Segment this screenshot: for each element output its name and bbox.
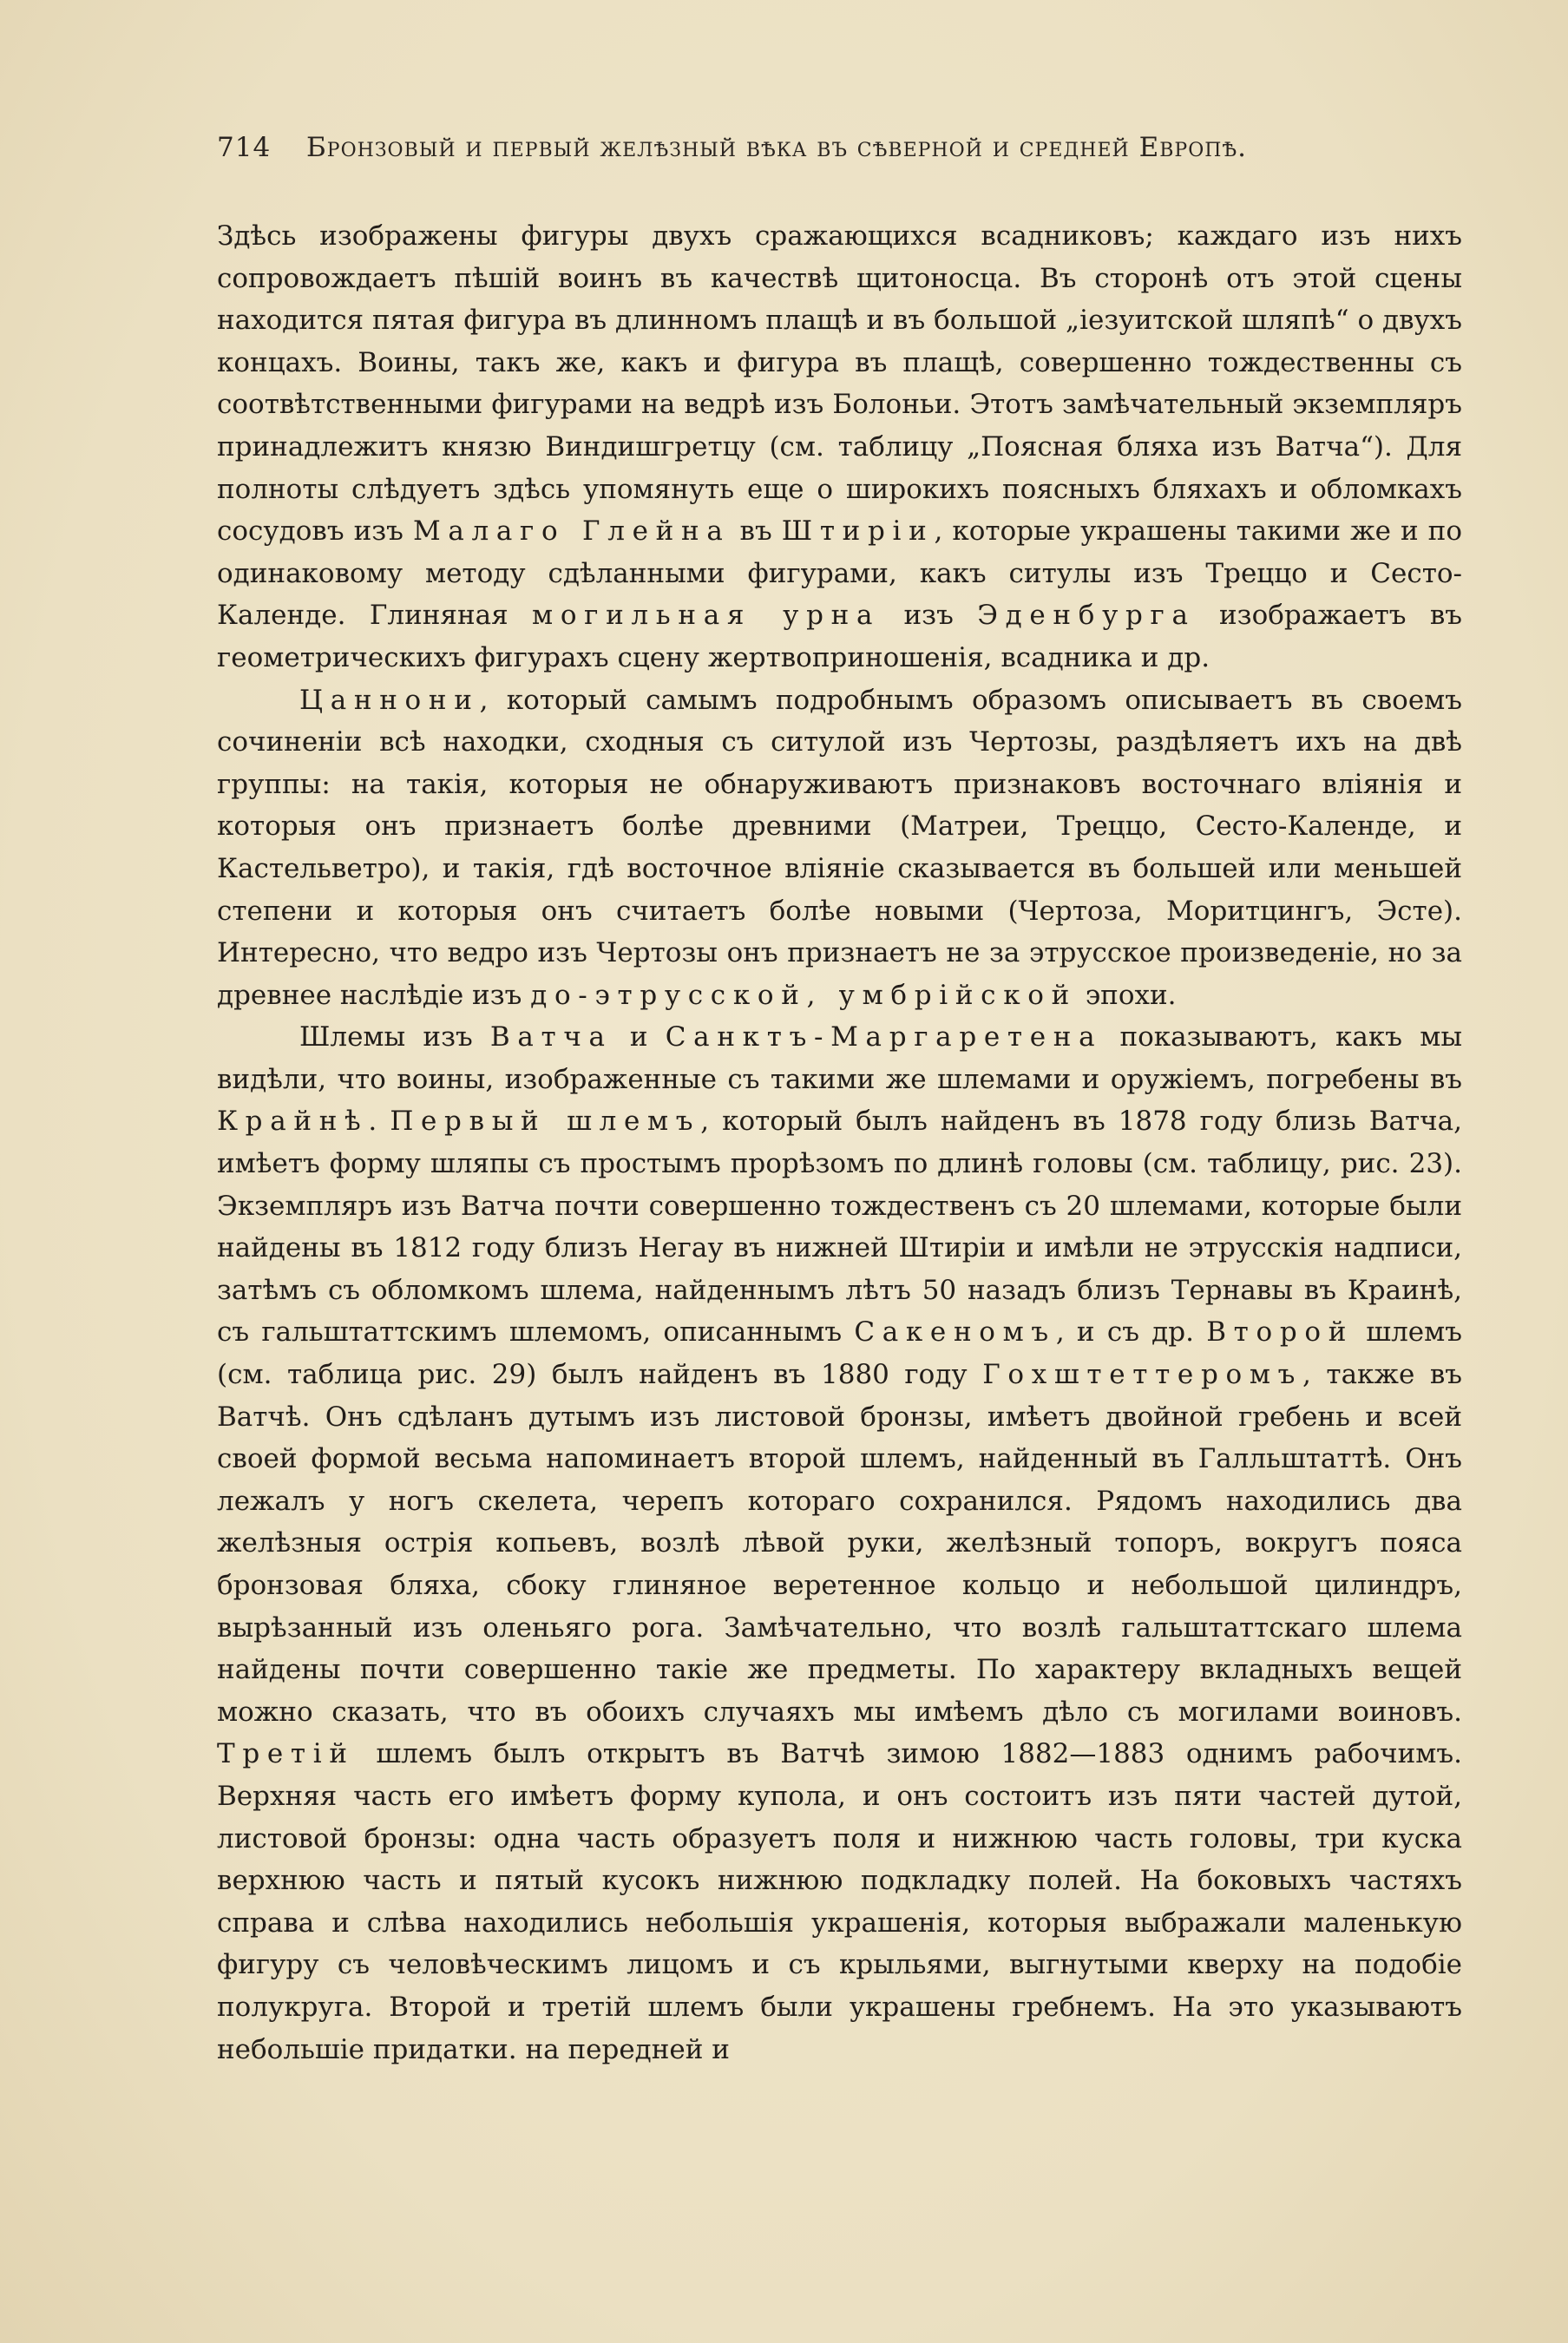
text-run: Здѣсь изображены фигуры двухъ сражающихся всадниковъ; каждаго изъ нихъ сопровождаетъ пѣшій воинъ въ качествѣ щитоносца. Въ сторонѣ отъ этой сцены находится пятая фигура въ длинномъ плащѣ и въ большой „iезуитской шляпѣ“ о двухъ концахъ. Воины, такъ же, какъ и фигура въ плащѣ, совершенно тождественны съ соотвѣтственными фигурами на ведрѣ изъ Болоньи. Этотъ замѣчательный экземпляръ принадлежитъ князю Виндишгретцу (см. таблицу „Поясная бляха изъ Ватча“). Для полноты слѣдуетъ здѣсь упомянуть еще о широкихъ поясныхъ бляхахъ и обломкахъ сосудовъ изъ	[217, 220, 1462, 548]
spaced-emphasis-text: Первый шлемъ	[390, 1106, 701, 1138]
text-run: , который былъ найденъ въ 1878 году близь Ватча, имѣетъ форму шляпы съ простымъ прорѣзомъ по длинѣ головы (см. таблицу, рис. 23). Экземпляръ изъ Ватча почти совершенно тождественъ съ 20 шлемами, которые были найдены въ 1812 году близъ Негау въ нижней Штиріи и имѣли не этрусскія надписи, затѣмъ съ обломкомъ шлема, найденнымъ лѣтъ 50 назадъ близъ Тернавы въ Краинѣ, съ гальштаттскимъ шлемомъ, описаннымъ	[217, 1106, 1462, 1349]
paragraph-1	[217, 215, 1462, 679]
spaced-emphasis-text: Гохштеттеромъ	[982, 1359, 1303, 1391]
text-run: , который самымъ подробнымъ образомъ описываетъ въ своемъ сочиненіи всѣ находки, сходныя съ ситулой изъ Чертозы, раздѣляетъ ихъ на двѣ группы: на такія, которыя не обнаруживаютъ признаковъ восточнаго вліянія и которыя онъ признаетъ болѣе древними (Матреи, Треццо, Сесто-Календе, и Кастельветро), и такія, гдѣ восточное вліяніе сказывается въ большей или меньшей степени и которыя онъ считаетъ болѣе новыми (Чертоза, Моритцингъ, Эсте). Интересно, что ведро изъ Чертозы онъ признаетъ не за этрусское произведеніе, но за древнее наслѣдіе изъ	[217, 684, 1462, 1011]
text-run: Шлемы изъ	[299, 1021, 490, 1053]
spaced-emphasis-text: Третій	[217, 1738, 355, 1770]
page-header	[217, 132, 1458, 163]
spaced-emphasis-text: Второй	[1206, 1316, 1355, 1349]
text-run: эпохи.	[1076, 979, 1177, 1011]
spaced-emphasis-text: Ватча	[489, 1021, 613, 1053]
paragraph-2	[217, 679, 1462, 1017]
text-run: , также въ Ватчѣ. Онъ сдѣланъ дутымъ изъ листовой бронзы, имѣетъ двойной гребень и всей своей формой весьма напоминаетъ второй шлемъ, найденный въ Галльштаттѣ. Онъ лежалъ у ногъ скелета, черепъ котораго сохранился. Рядомъ находились два желѣзныя острія копьевъ, возлѣ лѣвой руки, желѣзный топоръ, вокругъ пояса бронзовая бляха, сбоку глиняное веретенное кольцо и небольшой цилиндръ, вырѣзанный изъ оленьяго рога. Замѣчательно, что возлѣ гальштаттскаго шлема найдены почти совершенно такіе же предметы. По характеру вкладныхъ вещей можно сказать, что въ обоихъ случаяхъ мы имѣемъ дѣло съ могилами воиновъ.	[217, 1359, 1462, 1728]
spaced-emphasis-text: до-этрусской, умбрійской	[530, 979, 1077, 1011]
page-number: 714	[217, 132, 272, 163]
text-run: въ	[730, 515, 782, 548]
spaced-emphasis-text: Штиріи	[781, 515, 935, 548]
text-run: изображаетъ въ геометрическихъ фигурахъ сцену жертвоприношенія, всадника и др.	[217, 600, 1462, 673]
spaced-emphasis-text: Цаннони	[299, 684, 480, 716]
spaced-emphasis-text: Малаго Глейна	[412, 515, 731, 548]
text-run: .	[368, 1106, 390, 1138]
spaced-emphasis-text: Сакеномъ	[854, 1316, 1056, 1349]
text-run: показываютъ, какъ мы видѣли, что воины, изображенные съ такими же шлемами и оружіемъ, погребены въ	[217, 1021, 1463, 1095]
running-title: Бронзовый и первый желѣзный вѣка въ сѣверной и средней Европѣ.	[306, 132, 1248, 163]
paragraph-3	[217, 1016, 1462, 2071]
spaced-emphasis-text: Санктъ-Маргаретена	[665, 1021, 1103, 1053]
body-text	[217, 215, 1462, 2071]
spaced-emphasis-text: Крайнѣ	[217, 1106, 369, 1138]
text-run: и	[612, 1021, 666, 1053]
text-run: шлемъ былъ открытъ въ Ватчѣ зимою 1882—1883 однимъ рабочимъ. Верхняя часть его имѣетъ форму купола, и онъ состоитъ изъ пяти частей дутой, листовой бронзы: одна часть образуетъ поля и нижнюю часть головы, три куска верхнюю часть и пятый кусокъ нижнюю подкладку полей. На боковыхъ частяхъ справа и слѣва находились небольшія украшенія, которыя выбражали маленькую фигуру съ человѣческимъ лицомъ и съ крыльями, выгнутыми кверху на подобіе полукруга. Второй и третій шлемъ были украшены гребнемъ. На это указываютъ небольшіе придатки. на передней и	[217, 1738, 1462, 2065]
text-run: изъ	[880, 600, 978, 632]
text-run: шлемъ (см. таблица рис. 29) былъ найденъ въ 1880 году	[217, 1316, 1462, 1391]
text-run: , и съ др.	[1055, 1316, 1207, 1349]
spaced-emphasis-text: могильная урна	[532, 600, 881, 632]
text-run: , которые украшены такими же и по одинаковому методу сдѣланными фигурами, какъ ситулы изъ Треццо и Сесто-Календе. Глиняная	[217, 515, 1462, 632]
spaced-emphasis-text: Эденбурга	[977, 600, 1196, 632]
